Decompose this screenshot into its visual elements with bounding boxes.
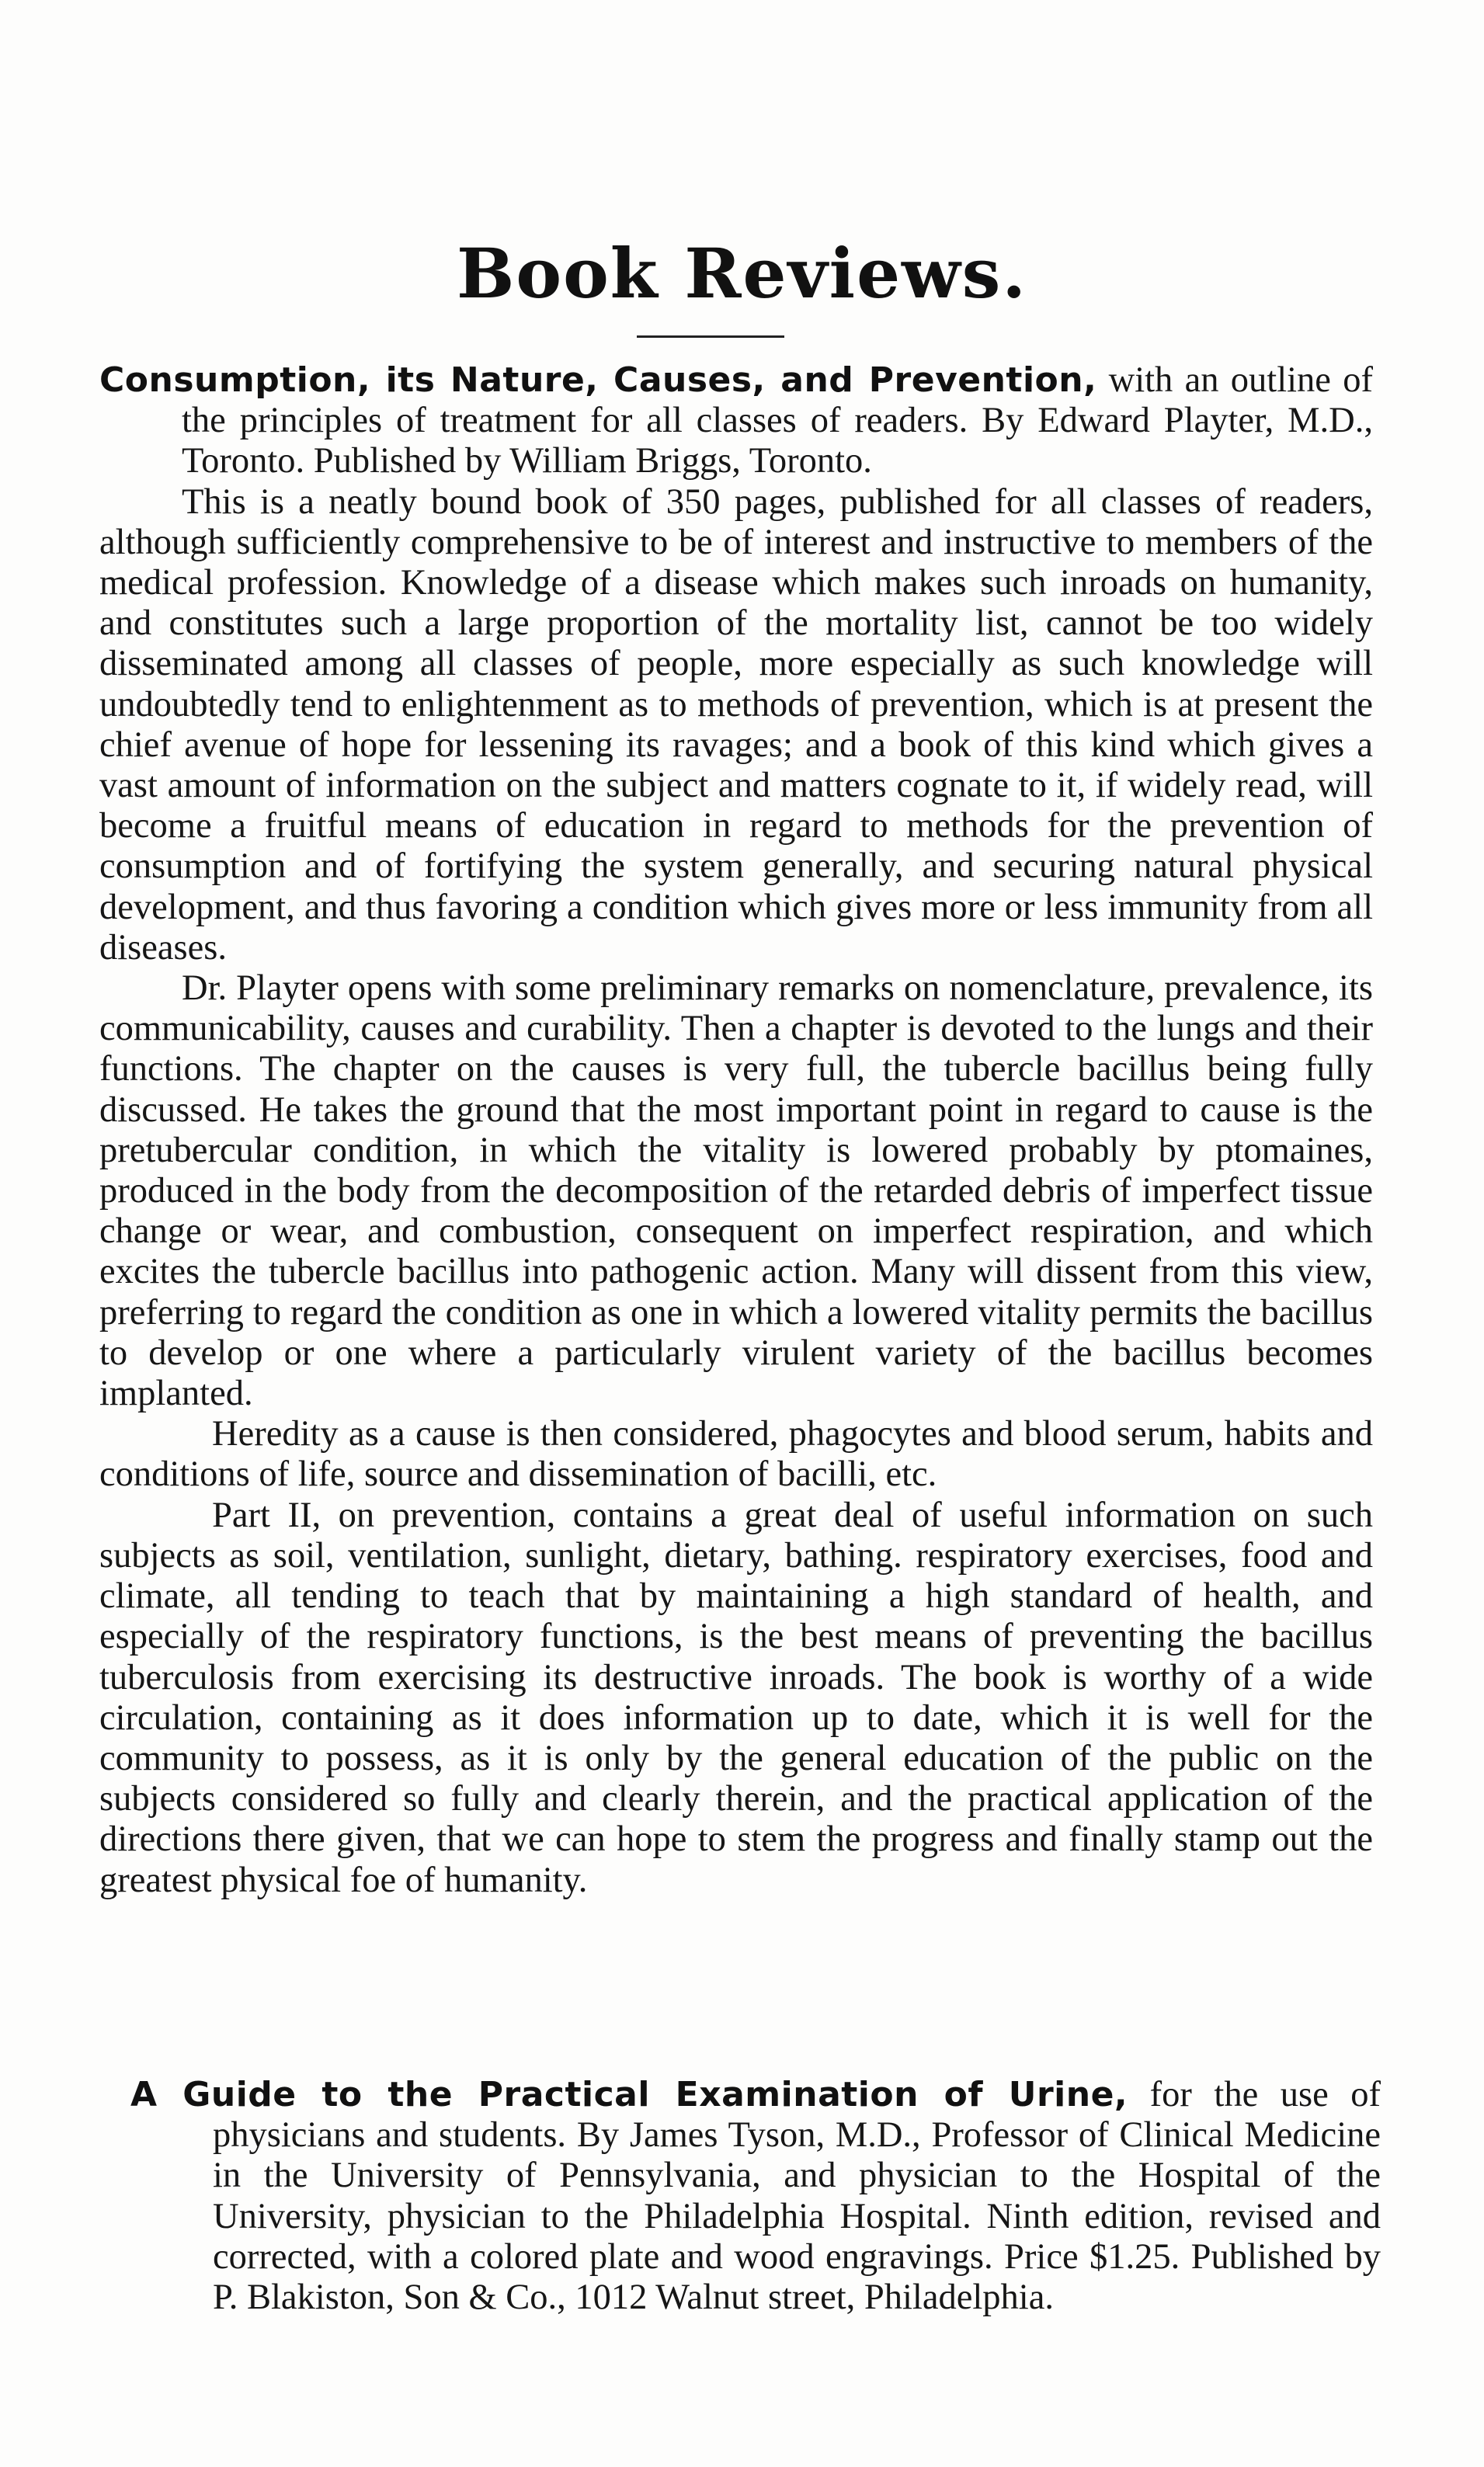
book-review bbox=[99, 360, 1373, 1901]
review-paragraph: Heredity as a cause is then considered, phagocytes and blood serum, habits and conditions of life, source and dissemination of bacilli, etc. bbox=[99, 1414, 1373, 1495]
review-heading bbox=[99, 360, 1373, 482]
book-title: A Guide to the Practical Examination of Urine, bbox=[130, 2075, 1128, 2114]
title-divider bbox=[637, 335, 784, 338]
review-paragraph: Part II, on prevention, contains a great deal of useful information on such subjects as soil, ventilation, sunlight, dietary, bathing. respiratory exercises, food and climate, all tending to teach that by maintaining a high standard of health, and especially of the respiratory functions, is the best means of preventing the bacillus tuberculosis from exercising its destructive inroads. The book is worthy of a wide circulation, containing as it does information up to date, which it is well for the community to possess, as it is only by the general education of the public on the subjects considered so fully and clearly therein, and the practical application of the directions there given, that we can hope to stem the progress and finally stamp out the greatest physical foe of humanity. bbox=[99, 1495, 1373, 1900]
book-title: Consumption, its Nature, Causes, and Prevention, bbox=[99, 360, 1097, 400]
book-details: for the use of physicians and students. By James Tyson, M.D., Professor of Clinical Medicine in the University of Pennsylvania, and physician to the Hospital of the University, physician to the Philadelphia Hospital. Ninth edition, revised and corrected, with a colored plate and wood engravings. Price $1.25. Published by P. Blakiston, Son & Co., 1012 Walnut street, Philadelphia. bbox=[213, 2075, 1381, 2318]
page-title: Book Reviews. bbox=[457, 233, 1027, 314]
review-paragraph: This is a neatly bound book of 350 pages, published for all classes of readers, although sufficiently comprehensive to be of interest and instructive to members of the medical profession. Knowledge of a disease which makes such inroads on humanity, and constitutes such a large proportion of the mortality list, cannot be too widely disseminated among all classes of people, more especially as such knowledge will undoubtedly tend to enlightenment as to methods of prevention, which is at present the chief avenue of hope for lessening its ravages; and a book of this kind which gives a vast amount of information on the subject and matters cognate to it, if widely read, will become a fruitful means of education in regard to methods for the prevention of consumption and of fortifying the system generally, and securing natural physical development, and thus favoring a condition which gives more or less immunity from all diseases. bbox=[99, 481, 1373, 968]
review-body bbox=[99, 482, 1373, 1901]
review-heading bbox=[130, 2075, 1381, 2318]
book-review bbox=[130, 2075, 1381, 2318]
book-details: with an outline of the principles of treatment for all classes of readers. By Edward Playter, M.D., Toronto. Published by William Briggs, Toronto. bbox=[182, 360, 1373, 481]
review-paragraph: Dr. Playter opens with some preliminary remarks on nomenclature, prevalence, its communicability, causes and curability. Then a chapter is devoted to the lungs and their functions. The chapter on the causes is very full, the tubercle bacillus being fully discussed. He takes the ground that the most important point in regard to cause is the pretubercular condition, in which the vitality is lowered probably by ptomaines, produced in the body from the decomposition of the retarded debris of imperfect tissue change or wear, and combustion, consequent on imperfect respiration, and which excites the tubercle bacillus into pathogenic action. Many will dissent from this view, preferring to regard the condition as one in which a lowered vitality permits the bacillus to develop or one where a particularly virulent variety of the bacillus becomes implanted. bbox=[99, 968, 1373, 1414]
